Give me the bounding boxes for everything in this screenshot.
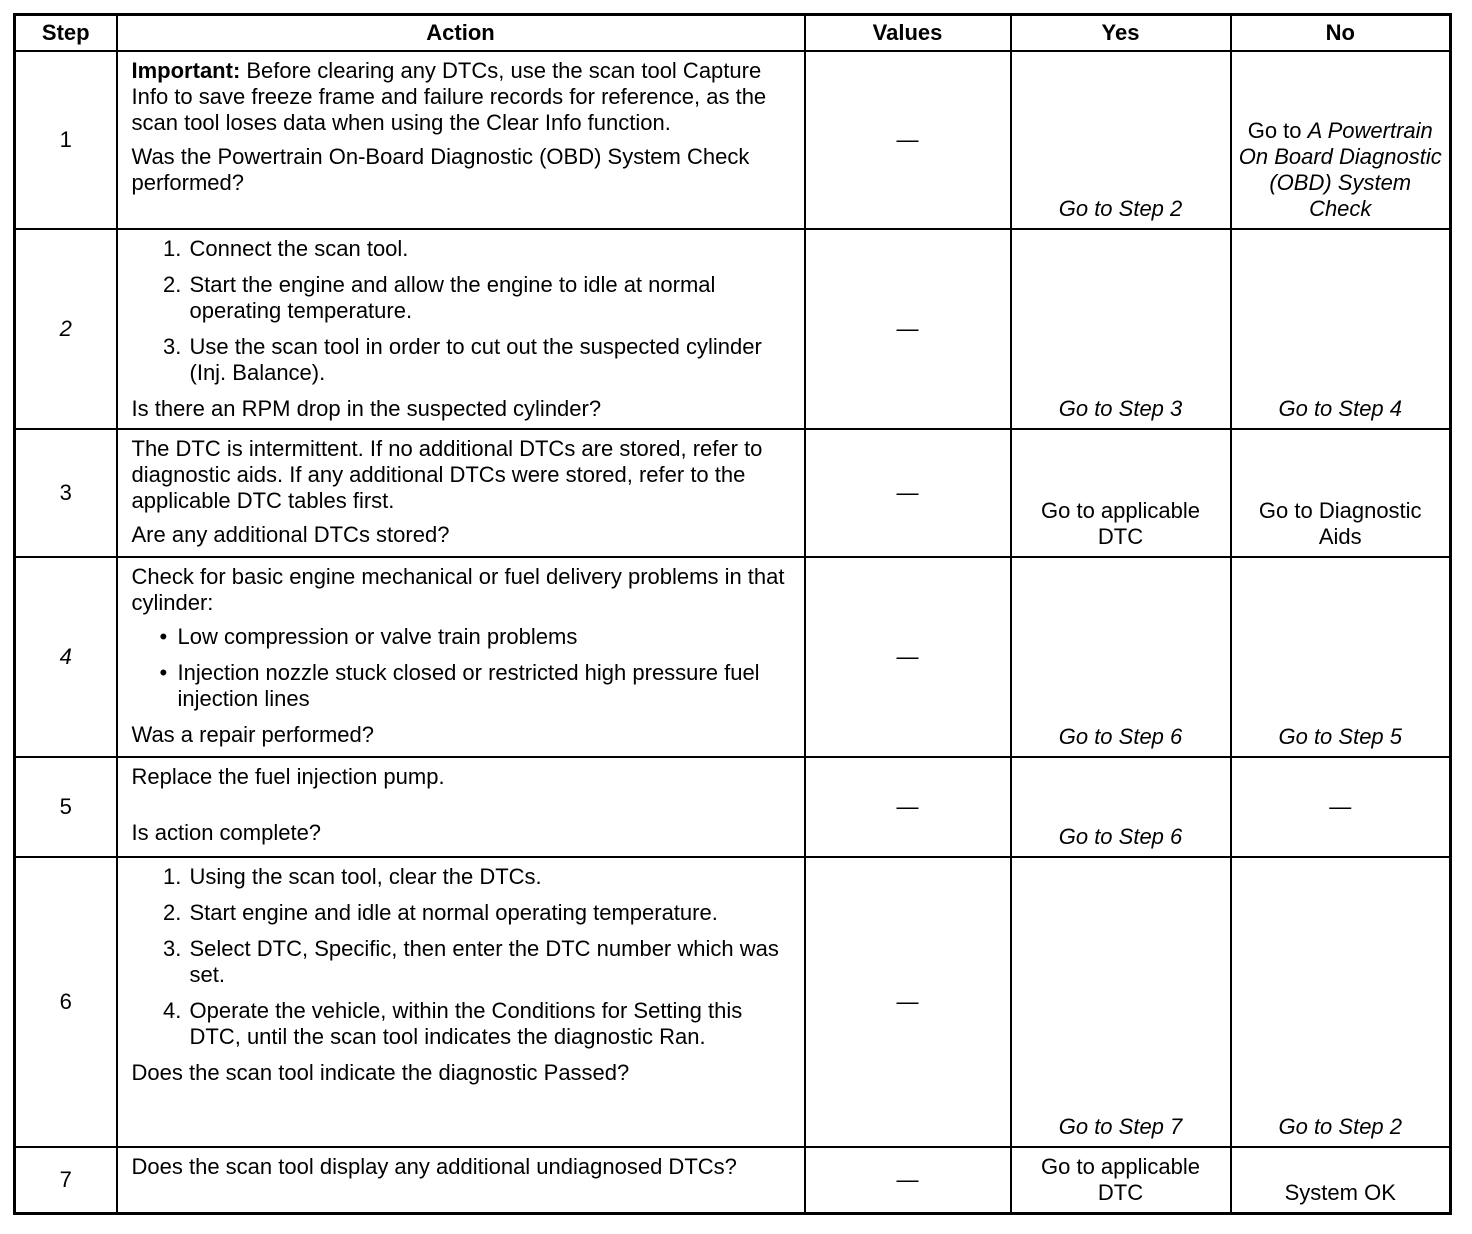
list-item bbox=[159, 624, 790, 650]
important-label: Important: bbox=[131, 58, 241, 83]
step-number: 4 bbox=[15, 557, 117, 757]
table-row-step-7 bbox=[15, 1147, 1451, 1213]
list-item: 1. Using the scan tool, clear the DTCs. bbox=[188, 864, 790, 890]
header-row bbox=[15, 15, 1451, 52]
action-cell bbox=[117, 229, 805, 429]
list-item: 2. Start engine and idle at normal operating temperature. bbox=[188, 900, 790, 926]
important-text: Before clearing any DTCs, use the scan tool Capture Info to save freeze frame and failure records for reference, as the scan tool loses data when using the Clear Info function. bbox=[131, 58, 767, 135]
action-question: Was the Powertrain On-Board Diagnostic (OBD) System Check performed? bbox=[131, 144, 750, 195]
values-cell: — bbox=[805, 857, 1011, 1147]
header-yes: Yes bbox=[1011, 15, 1231, 52]
action-question: Was a repair performed? bbox=[131, 722, 375, 747]
yes-link-cell[interactable]: Go to Step 6 bbox=[1011, 557, 1231, 757]
bullet-icon: • bbox=[159, 624, 168, 649]
yes-link-cell[interactable]: Go to Step 6 bbox=[1011, 757, 1231, 857]
no-link-cell[interactable] bbox=[1231, 51, 1451, 229]
bullet-icon: • bbox=[159, 660, 168, 685]
action-question: Is action complete? bbox=[131, 820, 322, 845]
list-item-text: Injection nozzle stuck closed or restricted high pressure fuel injection lines bbox=[177, 660, 760, 711]
step-number: 1 bbox=[15, 51, 117, 229]
values-cell: — bbox=[805, 757, 1011, 857]
action-question: Are any additional DTCs stored? bbox=[131, 522, 450, 547]
action-steps-list bbox=[132, 236, 790, 386]
yes-link-cell[interactable]: Go to Step 2 bbox=[1011, 51, 1231, 229]
list-item-text: Low compression or valve train problems bbox=[177, 624, 578, 649]
action-cell bbox=[117, 757, 805, 857]
action-cell bbox=[117, 51, 805, 229]
action-cell bbox=[117, 857, 805, 1147]
table-row-step-2 bbox=[15, 229, 1451, 429]
diagnostic-table-container bbox=[13, 13, 1449, 1215]
yes-link-cell[interactable]: Go to Step 7 bbox=[1011, 857, 1231, 1147]
action-steps-list bbox=[132, 864, 790, 1050]
yes-link-cell[interactable]: Go to applicable DTC bbox=[1011, 429, 1231, 557]
list-item: 4. Operate the vehicle, within the Conditions for Setting this DTC, until the scan tool indicates the diagnostic Ran. bbox=[188, 998, 790, 1050]
no-link-cell: — bbox=[1231, 757, 1451, 857]
action-question: Is there an RPM drop in the suspected cylinder? bbox=[131, 396, 602, 421]
action-cell bbox=[117, 429, 805, 557]
no-link-cell[interactable]: Go to Step 2 bbox=[1231, 857, 1451, 1147]
action-question: Does the scan tool indicate the diagnostic Passed? bbox=[131, 1060, 630, 1085]
table-row-step-6 bbox=[15, 857, 1451, 1147]
values-cell: — bbox=[805, 229, 1011, 429]
action-cell bbox=[117, 1147, 805, 1213]
action-cell bbox=[117, 557, 805, 757]
spacer bbox=[132, 798, 790, 820]
step-number: 3 bbox=[15, 429, 117, 557]
step-number: 7 bbox=[15, 1147, 117, 1213]
values-cell: — bbox=[805, 51, 1011, 229]
yes-link-cell[interactable]: Go to applicable DTC bbox=[1011, 1147, 1231, 1213]
no-link-prefix: Go to bbox=[1247, 118, 1308, 143]
no-link-cell[interactable]: Go to Step 4 bbox=[1231, 229, 1451, 429]
action-text: Replace the fuel injection pump. bbox=[131, 764, 445, 789]
header-no: No bbox=[1231, 15, 1451, 52]
values-cell: — bbox=[805, 429, 1011, 557]
no-link-cell[interactable]: Go to Diagnostic Aids bbox=[1231, 429, 1451, 557]
table-row-step-4 bbox=[15, 557, 1451, 757]
action-question: Does the scan tool display any additional undiagnosed DTCs? bbox=[131, 1154, 737, 1179]
table-row-step-3 bbox=[15, 429, 1451, 557]
values-cell: — bbox=[805, 1147, 1011, 1213]
header-action: Action bbox=[117, 15, 805, 52]
step-number: 2 bbox=[15, 229, 117, 429]
important-note bbox=[132, 58, 790, 136]
step-number: 5 bbox=[15, 757, 117, 857]
list-item bbox=[159, 660, 790, 712]
no-link-italic: A Powertrain On Board Diagnostic (OBD) System Check bbox=[1238, 118, 1442, 221]
yes-link-cell[interactable]: Go to Step 3 bbox=[1011, 229, 1231, 429]
header-step: Step bbox=[15, 15, 117, 52]
no-link-cell[interactable]: System OK bbox=[1231, 1147, 1451, 1213]
table-row-step-5 bbox=[15, 757, 1451, 857]
list-item: 1. Connect the scan tool. bbox=[188, 236, 790, 262]
list-item: 3. Select DTC, Specific, then enter the DTC number which was set. bbox=[188, 936, 790, 988]
step-number: 6 bbox=[15, 857, 117, 1147]
action-text: Check for basic engine mechanical or fuel delivery problems in that cylinder: bbox=[131, 564, 785, 615]
action-text: The DTC is intermittent. If no additional DTCs are stored, refer to diagnostic aids. If any additional DTCs were stored, refer to the applicable DTC tables first. bbox=[131, 436, 763, 513]
no-link-cell[interactable]: Go to Step 5 bbox=[1231, 557, 1451, 757]
list-item: 3. Use the scan tool in order to cut out the suspected cylinder (Inj. Balance). bbox=[188, 334, 790, 386]
table-row-step-1 bbox=[15, 51, 1451, 229]
diagnostic-table bbox=[13, 13, 1452, 1215]
header-values: Values bbox=[805, 15, 1011, 52]
list-item: 2. Start the engine and allow the engine to idle at normal operating temperature. bbox=[188, 272, 790, 324]
values-cell: — bbox=[805, 557, 1011, 757]
action-bullet-list bbox=[132, 624, 790, 712]
